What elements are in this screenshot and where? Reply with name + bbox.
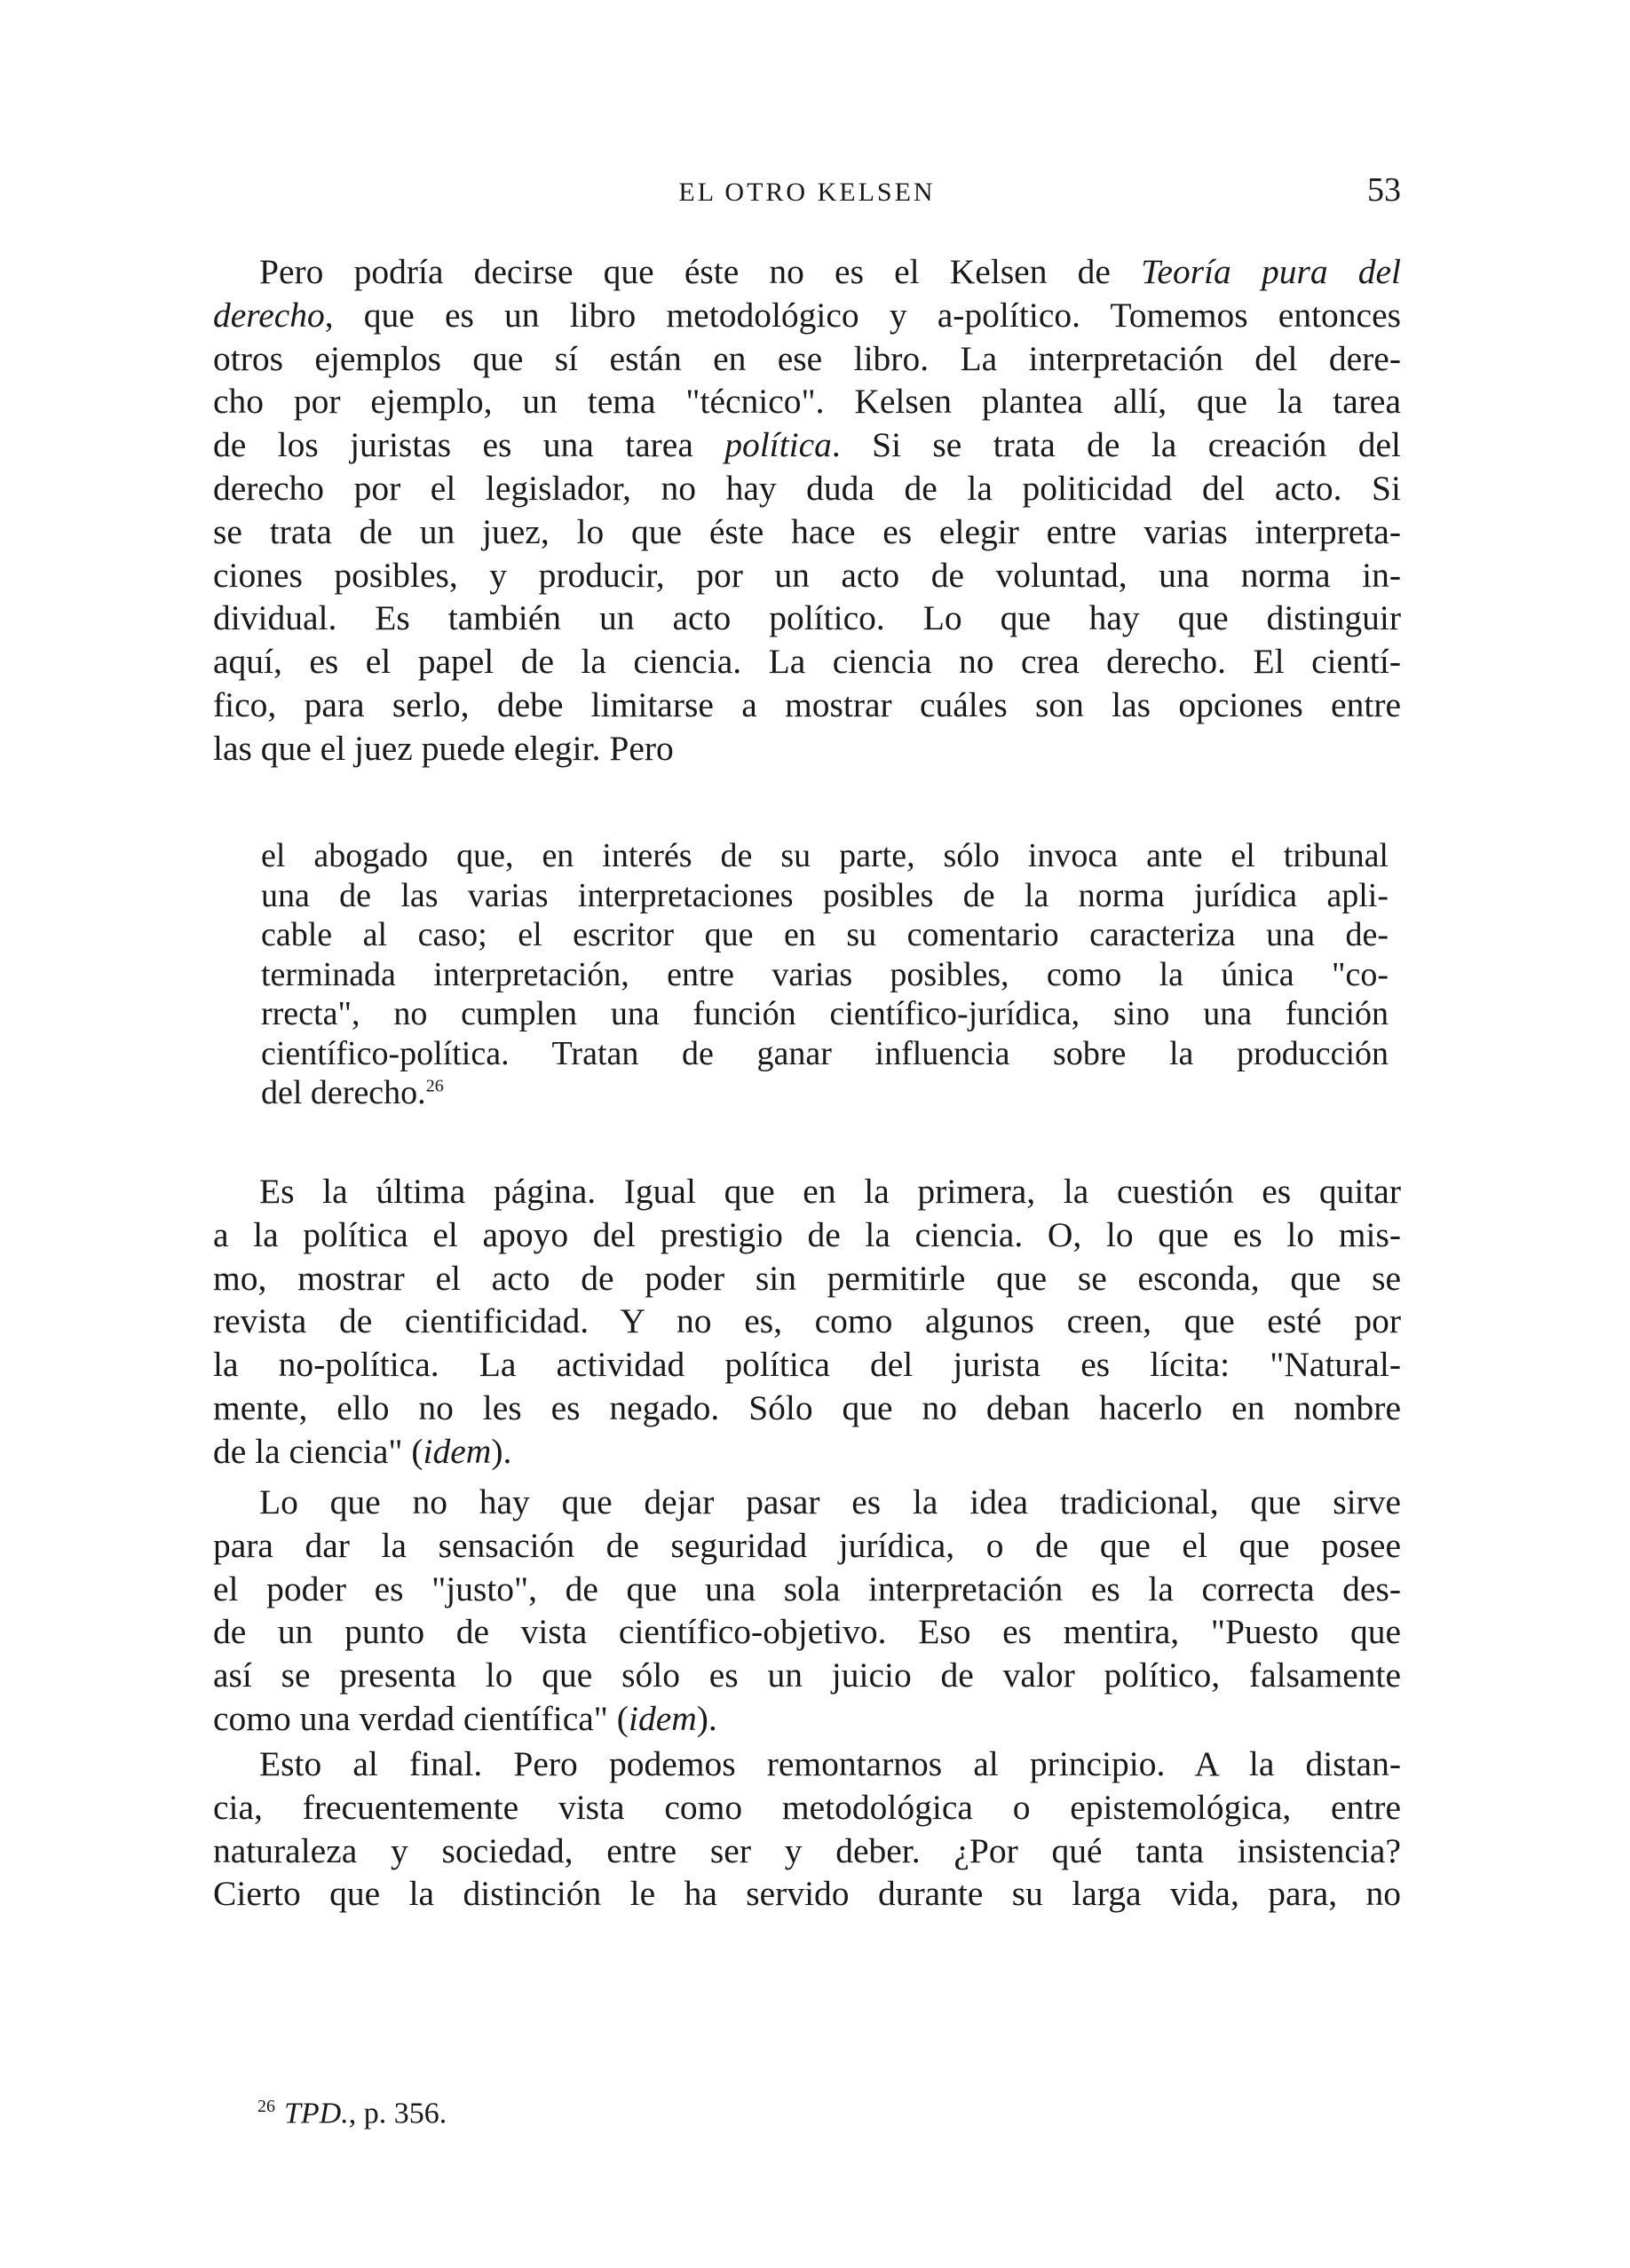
quote-line: cable al caso; el escritor que en su comentario caracteriza una de-	[261, 916, 1389, 953]
quote-line: rrecta", no cumplen una función científico-jurídica, sino una función	[261, 995, 1389, 1032]
text-line: de la ciencia" (idem).	[213, 1431, 512, 1471]
footnote-mark: 26	[257, 2097, 275, 2116]
text-line: el poder es "justo", de que una sola interpretación es la correcta des-	[213, 1569, 1401, 1608]
text-line: de los juristas es una tarea política. Si se trata de la creación del	[213, 425, 1401, 465]
quote-line: una de las varias interpretaciones posibles de la norma jurídica apli-	[261, 876, 1389, 914]
footnote-text: , p. 356.	[348, 2097, 447, 2130]
running-head: EL OTRO KELSEN	[678, 178, 936, 207]
text-line: se trata de un juez, lo que éste hace es elegir entre varias interpreta-	[213, 511, 1401, 551]
text-line: a la política el apoyo del prestigio de la ciencia. O, lo que es lo mis-	[213, 1214, 1401, 1254]
text-line: para dar la sensación de seguridad jurídica, o de que el que posee	[213, 1525, 1401, 1565]
text-line: fico, para serlo, debe limitarse a mostrar cuáles son las opciones entre	[213, 684, 1401, 724]
footnote-ref[interactable]: 26	[425, 1076, 444, 1096]
text-line: como una verdad científica" (idem).	[213, 1698, 717, 1738]
text-line: de un punto de vista científico-objetivo. Eso es mentira, "Puesto que	[213, 1612, 1401, 1652]
text-line: naturaleza y sociedad, entre ser y deber. ¿Por qué tanta insistencia?	[213, 1830, 1401, 1870]
text-line: cho por ejemplo, un tema "técnico". Kelsen plantea allí, que la tarea	[213, 382, 1401, 422]
text-line: otros ejemplos que sí están en ese libro. La interpretación del dere-	[213, 338, 1401, 378]
quote-line: terminada interpretación, entre varias posibles, como la única "co-	[261, 955, 1389, 993]
paragraph-4	[213, 1742, 1401, 1916]
text-line: Esto al final. Pero podemos remontarnos al principio. A la distan-	[259, 1744, 1401, 1783]
page-header	[213, 170, 1401, 209]
block-quote	[261, 836, 1389, 1113]
paragraph-3	[213, 1481, 1401, 1741]
quote-line: del derecho.$^{26}$	[261, 1074, 444, 1111]
quote-line: el abogado que, en interés de su parte, sólo invoca ante el tribunal	[261, 837, 1389, 874]
text-line: Lo que no hay que dejar pasar es la idea tradicional, que sirve	[259, 1482, 1401, 1521]
text-line: así se presenta lo que sólo es un juicio de valor político, falsamente	[213, 1656, 1401, 1695]
text-line: mente, ello no les es negado. Sólo que no deban hacerlo en nombre	[213, 1387, 1401, 1427]
text-line: Pero podría decirse que éste no es el Kelsen de Teoría pura del	[259, 252, 1401, 291]
text-line: derecho, que es un libro metodológico y a-político. Tomemos entonces	[213, 295, 1401, 335]
text-line: aquí, es el papel de la ciencia. La ciencia no crea derecho. El cientí-	[213, 642, 1401, 682]
quote-line: científico-política. Tratan de ganar influencia sobre la producción	[261, 1034, 1389, 1072]
page-number: 53	[1367, 171, 1401, 209]
text-line: dividual. Es también un acto político. Lo que hay que distinguir	[213, 598, 1401, 638]
text-line: revista de cientificidad. Y no es, como algunos creen, que esté por	[213, 1301, 1401, 1341]
text-line: la no-política. La actividad política del jurista es lícita: "Natural-	[213, 1345, 1401, 1385]
text-line: las que el juez puede elegir. Pero	[213, 728, 674, 768]
text-line: derecho por el legislador, no hay duda de la politicidad del acto. Si	[213, 468, 1401, 508]
footnote-source: TPD.	[284, 2097, 349, 2130]
text-line: cia, frecuentemente vista como metodológica o epistemológica, entre	[213, 1787, 1401, 1827]
footnote	[257, 2097, 447, 2130]
paragraph-1	[213, 250, 1401, 770]
text-line: Es la última página. Igual que en la primera, la cuestión es quitar	[259, 1172, 1401, 1211]
text-line: Cierto que la distinción le ha servido durante su larga vida, para, no	[213, 1874, 1401, 1914]
paragraph-2	[213, 1170, 1401, 1474]
text-line: ciones posibles, y producir, por un acto de voluntad, una norma in-	[213, 555, 1401, 595]
text-line: mo, mostrar el acto de poder sin permitirle que se esconda, que se	[213, 1258, 1401, 1298]
